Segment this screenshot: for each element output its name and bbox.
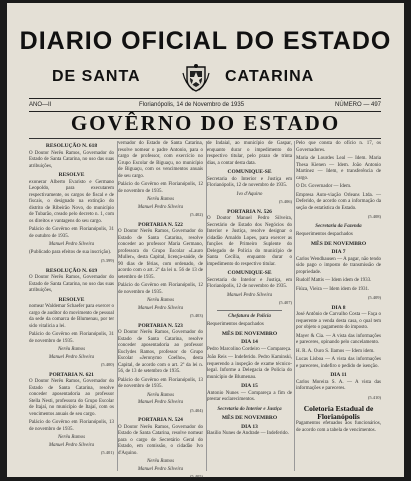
state-coat-of-arms-icon xyxy=(181,63,211,93)
section-heading: Secretaria do Interior e Justiça xyxy=(217,406,282,412)
article-heading: PORTARIA N. 522 xyxy=(138,221,183,228)
article-heading: RESOLUÇÃO N. 619 xyxy=(45,267,98,274)
article-paragraph: exonerar Alberto Evaristo e Germano Leopoldo, para executarem respectivamente, os cargos de fiscal e de fiscais, o designado na extinção do distrito de Ribeirão Novo, do município de Tubarão, creado pelo decreto n. 1, com os direitos e vantagens do seu cargo. xyxy=(29,179,114,224)
article-paragraph: Secretaria do Interior e Justiça, em Florianópolis, 12 de novembro de 1935. xyxy=(207,277,292,289)
article-paragraph: de Indaial, ao município de Gaspar, enquanto durar o impedimento do respectivo titular, pelo prazo de trinta dias, a contar desta data. xyxy=(207,141,292,166)
article-heading: MÊS DE NOVEMBRO xyxy=(310,240,367,247)
article-paragraph: Palácio do Govêrno em Florianópolis, 13 de novembro de 1935. xyxy=(29,420,114,432)
column-3 xyxy=(207,141,292,471)
article-paragraph: Antonio Nunes — Compareça a fim de prestar esclarecimentos. xyxy=(207,390,292,402)
article-heading: MÊS DE NOVEMBRO xyxy=(221,330,278,337)
reference-number: (5.404) xyxy=(189,407,203,413)
article-heading: RESOLUÇÃO N. 618 xyxy=(45,143,98,149)
article-paragraph: Fiúza, Vieira — Idem idem de 1931. xyxy=(296,286,370,292)
article-heading: COMUNIQUE-SE xyxy=(227,169,272,175)
reference-number: (5.407) xyxy=(278,300,292,305)
article-paragraph: Palácio do Govêrno em Florianópolis, 13 de novembro de 1935. xyxy=(118,377,203,389)
signature: Manuel Pedro Silveira xyxy=(137,466,184,472)
issue-info-bar xyxy=(29,98,381,112)
issue-year: ANO—II xyxy=(29,102,52,108)
signature: Nerêu Ramos xyxy=(57,347,86,352)
signature: Manuel Pedro Silveira xyxy=(137,305,184,311)
masthead-title: DIARIO OFICIAL DO ESTADO xyxy=(19,27,392,55)
article-paragraph: Palácio do Govêrno em Florianópolis, 12 de novembro de 1935. xyxy=(118,283,203,295)
article-heading: PORTARIA N. 523 xyxy=(138,322,183,329)
newspaper-page xyxy=(7,3,404,477)
signature: Nerêu Ramos xyxy=(146,197,175,202)
article-paragraph: Maria de Lourdes Leal — Idem. Maria Thesa Kienen — Idem. João Antonio Martinez — Idem, e transferência de cargo. xyxy=(296,156,381,181)
column-2 xyxy=(118,141,203,479)
signature: Nerêu Ramos xyxy=(146,459,175,464)
article-paragraph: Palácio do Govêrno em Florianópolis, 12 de novembro de 1935. xyxy=(118,182,203,194)
reference-number: (5.399) xyxy=(100,258,114,263)
article-paragraph: Palácio do Govêrno em Florianópolis, 31 de novembro de 1935. xyxy=(29,332,114,344)
article-paragraph: O Doutor Nerêu Ramos, Governador do Estado de Santa Catarina, resolve conceder aposentadoria ao professor Euclydes Ramos, professor do Grupo Escolar «Jeronymo Coelho», desta Capital, de acordo com o art. 2º da lei n. 56, de 13 de setembro de 1935. xyxy=(118,330,203,374)
article-paragraph: Palácio do Govêrno em Florianópolis, 31 de outubro de 1935. xyxy=(29,227,114,239)
article-paragraph: O Doutor Nerêu Ramos, Governador do Estado de Santa Catarina, no uso das suas atribuições, xyxy=(29,150,114,169)
article-heading: DIA 7 xyxy=(331,249,346,255)
signature: Manuel Pedro Silveira xyxy=(137,204,184,210)
article-paragraph: O Doutor Nerêu Ramos, Governador do Estado de Santa Catarina, resolve conceder aposentadoria ao professor Stella Nesti, professora do Grupo Escolar de Itajaí, no município de Itajaí, com os vencimentos anuais de seu cargo. xyxy=(29,379,114,417)
masthead-subtitle-right: CATARINA xyxy=(225,68,315,85)
reference-number: (5.406) xyxy=(278,199,292,204)
reference-number: (5.405) xyxy=(189,474,203,479)
article-paragraph: O Doutor Manuel Pedro Silveira, Secretário de Estado dos Negócios do Interior e Justiça, resolve designar o cidadão Arnaldo Lopes, para exercer as funções de Primeiro Suplente do Delegado de Polícia do município de Santa Cecília, enquanto durar o impedimento do respectivo titular. xyxy=(207,216,292,267)
column-separator xyxy=(206,141,207,471)
article-heading: PORTARIA N. 524 xyxy=(138,417,183,423)
column-1 xyxy=(29,141,114,471)
issue-place-date: Florianópolis, 14 de Novembro de 1935 xyxy=(139,102,245,108)
signature: Manuel Pedro Silveira xyxy=(137,400,184,405)
column-4 xyxy=(296,141,381,471)
signature: Nerêu Ramos xyxy=(146,298,175,303)
article-paragraph: Carlos Moreira S. A. — A vista das informações e pareceres. xyxy=(296,379,381,391)
article-paragraph: H. R. A. Ouro S. Ilamos — Idem idem. xyxy=(296,348,375,354)
article-heading: PORTARIA N. 526 xyxy=(227,208,272,215)
article-paragraph: Secretaria do Interior e Justiça em Florianópolis, 12 de novembro de 1935. xyxy=(207,176,292,188)
issue-number: NÚMERO — 497 xyxy=(334,102,381,108)
article-columns xyxy=(29,141,381,479)
article-paragraph: O Dr. Governador — Idem. xyxy=(296,184,352,189)
column-separator xyxy=(117,141,118,471)
article-paragraph: Pagamentos efetuados aos funcionários, de acordo com a tabela de vencimentos. xyxy=(296,421,381,433)
section-title: GOVÊRNO DO ESTADO xyxy=(70,111,341,135)
article-paragraph: Rudolf Mattis — Idem idem de 1933. xyxy=(296,278,372,283)
signature: Manuel Pedro Silveira xyxy=(48,442,95,448)
signature: Ivo d'Aquino xyxy=(236,191,263,197)
signature: Manuel Pedro Silveira xyxy=(48,242,95,247)
reference-number: (5.408) xyxy=(367,214,381,219)
article-paragraph: Carlos Wendhausen — A pagar, não tendo sido pago o imposto de transmissão de propriedade. xyxy=(296,256,381,275)
article-paragraph: vernador do Estado de Santa Catarina, resolve nomear o padre Antonio, para o cargo de professor, com exercício no Grupo Escolar de Biguaçu, no município de Biguaçu, com os vencimentos anuais de seu cargo. xyxy=(118,141,203,179)
signature: Manuel Pedro Silveira xyxy=(48,354,95,360)
article-paragraph: Mayer & Cia. — A vista das informações e pareceres, opinando pelo cancelamento. xyxy=(296,333,381,345)
article-heading: RESOLVE xyxy=(58,172,85,178)
article-paragraph: Pedro Marcolino Cordeiro — Compareça. xyxy=(207,346,292,352)
article-heading: COMUNIQUE-SE xyxy=(227,270,272,276)
article-heading: RESOLVE xyxy=(58,296,85,303)
article-paragraph: José Antônio de Carvalho Costa — Faça o requerente a venda desta casa, o qual tem por objeto o pagamento do imposto. xyxy=(296,312,381,330)
section-heading: Chefatura de Polícia xyxy=(228,313,271,319)
reference-number: (5.409) xyxy=(367,295,381,300)
article-paragraph: O Doutor Nerêu Ramos, Governador do Estado de Santa Catarina, resolve nomear para o cargo de Secretário Geral do Estado, em comissão, o cidadão Ivo d'Aquino. xyxy=(118,424,203,456)
article-paragraph: Pelo que consta do ofício n. 17, os Governadores. xyxy=(296,141,381,153)
reference-number: (5.403) xyxy=(189,313,203,318)
article-heading: DIA 13 xyxy=(241,423,258,430)
column-divider xyxy=(217,310,282,311)
article-paragraph: Empresa Auto-viação Orleans Ltda. — Deferido, de acordo com a informação da seção de estatística do Estado. xyxy=(296,192,381,211)
reference-number: (5.400) xyxy=(100,362,114,367)
reference-number: (5.402) xyxy=(189,212,203,217)
article-heading: DIA 14 xyxy=(241,339,258,345)
article-heading: PORTARIA N. 621 xyxy=(49,371,94,378)
section-banner: Coletoria Estadual de Florianópolis xyxy=(303,404,374,421)
signature: Manuel Pedro Silveira xyxy=(226,292,273,298)
article-paragraph: O Doutor Nerêu Ramos, Governador do Estado de Santa Catarina, no uso das suas atribuições, xyxy=(29,275,114,293)
signature: Nerêu Ramos xyxy=(146,392,175,398)
section-heading: Secretaria da Fazenda xyxy=(315,223,362,229)
article-paragraph: (Publicado para efeitos de sua inscrição). xyxy=(29,249,112,255)
masthead-subtitle-left: DE SANTA xyxy=(52,68,141,85)
column-separator xyxy=(294,141,295,471)
article-heading: MÊS DE NOVEMBRO xyxy=(221,415,278,421)
section-rule xyxy=(29,138,381,139)
reference-number: (5.410) xyxy=(367,394,381,400)
article-paragraph: Basilio Nunes de Andrade — Indeferido. xyxy=(207,431,289,436)
article-paragraph: João Reis — Indeferido. Pedro Kaminski, requerendo a inspeção de exame técnico-legal. Informe a Delegacia de Polícia do município de Blumenau. xyxy=(207,355,292,380)
article-paragraph: Requerimentos despachados xyxy=(296,232,353,237)
article-heading: DIA 11 xyxy=(330,372,347,378)
signature: Nerêu Ramos xyxy=(57,435,86,440)
article-paragraph: nomear Waldemar Schaefer para exercer o cargo de auditor do movimento de pessoal da sede da comarca de Blumenau, por ter sido vitalicia a lei. xyxy=(29,304,114,329)
article-heading: DIA 15 xyxy=(241,383,258,389)
article-paragraph: Lucas Lisboa — A vista das informações e pareceres, indefiro o pedido de isenção. xyxy=(296,357,381,369)
reference-number: (5.401) xyxy=(100,450,114,455)
article-paragraph: O Doutor Nerêu Ramos, Governador do Estado de Santa Catarina, resolve conceder ao professor Maria Germano, professora do Grupo Escolar «Lauro Muller», desta Capital, licença-saúde, de 90 dias de férias, com ordenado, de acordo com o art. 2º da lei n. 56 de 13 de setembro de 1935. xyxy=(118,229,203,280)
article-paragraph: Requerimentos despachados xyxy=(207,322,264,327)
article-heading: DIA 8 xyxy=(331,304,346,311)
